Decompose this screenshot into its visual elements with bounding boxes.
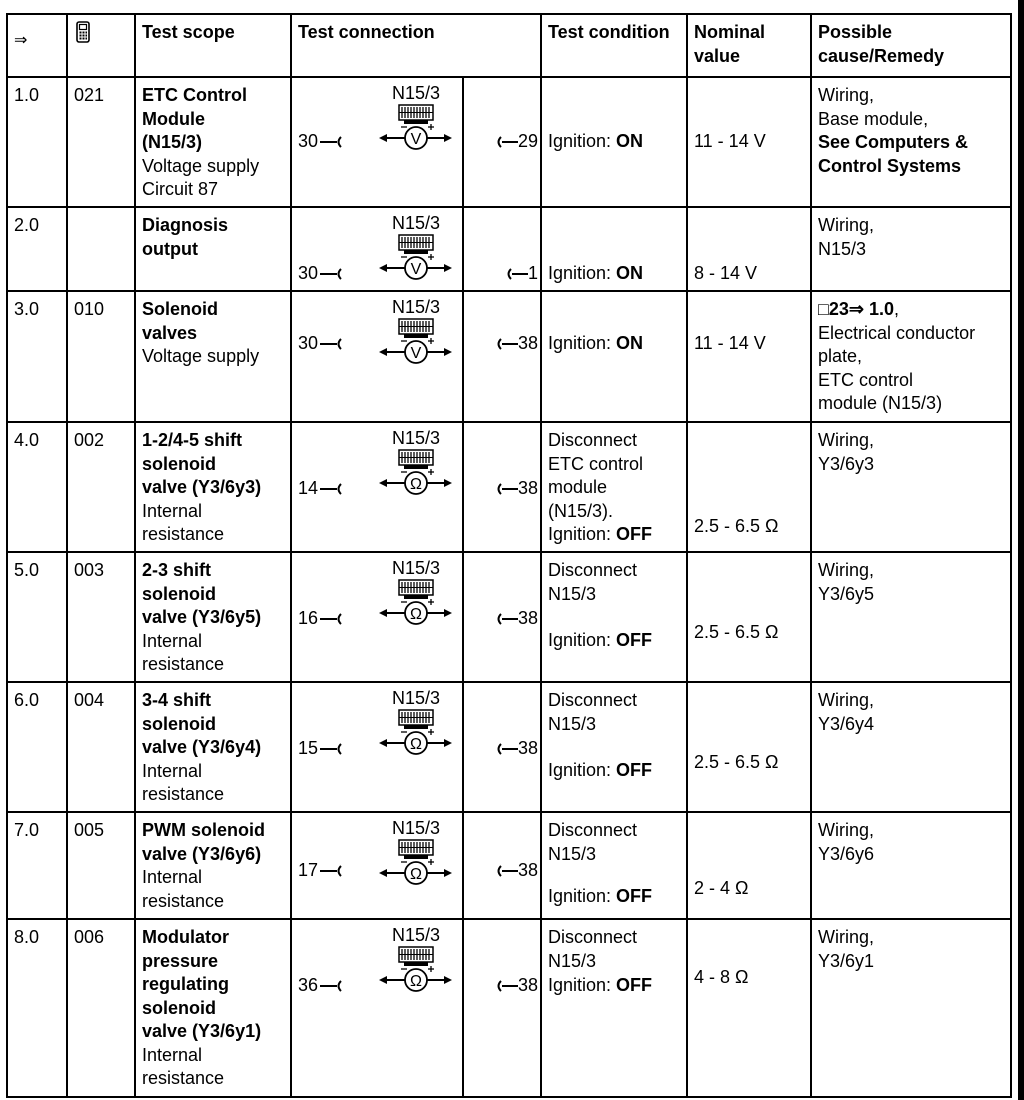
connector-plug-icon: [320, 337, 346, 351]
nominal-value-cell: [687, 682, 811, 812]
test-condition-header: Test condition: [541, 14, 687, 77]
remedy-line: Y3/6y5: [818, 583, 875, 604]
connector-plug-icon: [320, 267, 346, 281]
ignition-label: Ignition:: [548, 263, 617, 283]
connector-plug-icon: [492, 612, 518, 626]
pin-right-number: 38: [517, 608, 538, 628]
meter-module-label: N15/3: [391, 925, 441, 945]
remedy-line: Wiring,: [818, 85, 875, 105]
remedy-line: ETC control: [818, 369, 914, 390]
condition-line: Disconnect: [548, 820, 638, 840]
test-scope-cell: [135, 207, 291, 291]
scope-title-line: valve (Y3/6y6): [142, 843, 262, 864]
scope-detail-line: Voltage supply: [142, 155, 260, 176]
pin-right-number: 29: [517, 131, 538, 151]
ignition-state: OFF: [616, 630, 653, 650]
ignition-label: Ignition:: [548, 886, 617, 906]
ohmmeter-icon: [376, 839, 456, 887]
scope-title-line: 3-4 shift: [142, 690, 212, 710]
scope-title-line: valve (Y3/6y3): [142, 477, 262, 497]
pin-left-label: [298, 859, 346, 883]
remedy-reference-line: Control Systems: [818, 155, 962, 176]
nominal-value: 11 - 14 V: [694, 131, 766, 151]
possible-cause-cell: [811, 552, 1011, 682]
table-row: [7, 682, 1011, 812]
scope-detail-line: Internal: [142, 630, 203, 651]
test-scope-cell: [135, 812, 291, 919]
scope-detail-line: Internal: [142, 760, 203, 781]
test-condition-cell: [541, 207, 687, 291]
test-connection-cell: [291, 422, 541, 552]
hand-held-tester-icon: [74, 21, 128, 43]
connection-divider: [462, 683, 464, 811]
pin-left-number: 16: [298, 608, 319, 628]
step-number-cell: 2.0: [7, 207, 67, 291]
meter-module-label: N15/3: [391, 558, 441, 578]
nominal-value-cell: [687, 552, 811, 682]
test-scope-cell: [135, 291, 291, 422]
ignition-state: ON: [616, 333, 644, 353]
test-condition-cell: [541, 552, 687, 682]
possible-cause-cell: [811, 291, 1011, 422]
pin-left-label: [298, 332, 346, 356]
test-scope-cell: [135, 682, 291, 812]
pin-left-number: 30: [298, 263, 319, 283]
condition-line: N15/3: [548, 583, 597, 604]
remedy-line: plate,: [818, 346, 863, 366]
connector-plug-icon: [492, 135, 518, 149]
meter-diagram: [376, 924, 456, 994]
ohmmeter-icon: [376, 946, 456, 994]
pin-left-label: [298, 477, 346, 501]
svg-text:Ω: Ω: [410, 736, 422, 753]
meter-diagram: [376, 296, 456, 366]
connector-plug-icon: [320, 482, 346, 496]
pin-right-number: 38: [517, 333, 538, 353]
fault-code-cell: 010: [67, 291, 135, 422]
possible-cause-cell: [811, 207, 1011, 291]
ignition-condition: [548, 523, 652, 547]
connection-divider: [462, 920, 464, 1096]
condition-line: N15/3: [548, 713, 597, 734]
scope-title-line: valve (Y3/6y1): [142, 1021, 262, 1041]
meter-module-label: N15/3: [391, 818, 441, 838]
meter-diagram: [376, 557, 456, 627]
step-number-cell: 6.0: [7, 682, 67, 812]
connection-divider: [462, 423, 464, 551]
pin-right-number: 38: [517, 860, 538, 880]
scope-title-line: solenoid: [142, 583, 217, 604]
table-header-row: [7, 14, 1011, 77]
svg-text:V: V: [410, 131, 422, 148]
ignition-label: Ignition:: [548, 333, 617, 353]
possible-cause-header: Possible cause/Remedy: [811, 14, 1011, 77]
ignition-condition: [548, 885, 652, 909]
connector-plug-icon: [320, 979, 346, 993]
reference-target[interactable]: □23⇒ 1.0: [818, 299, 894, 319]
nominal-value: 2.5 - 6.5 Ω: [694, 752, 779, 772]
voltmeter-icon: [376, 318, 456, 366]
test-connection-cell: [291, 919, 541, 1097]
remedy-line: N15/3: [818, 238, 867, 259]
possible-cause-cell: [811, 919, 1011, 1097]
scope-detail-line: Internal: [142, 500, 203, 521]
possible-cause-cell: [811, 77, 1011, 207]
pin-right-label: [490, 477, 538, 501]
ignition-state: OFF: [616, 975, 653, 995]
ignition-condition: [548, 759, 652, 783]
connector-plug-icon: [502, 267, 528, 281]
connector-plug-icon: [492, 742, 518, 756]
test-connection-header: Test connection: [291, 14, 541, 77]
pin-right-number: 38: [517, 478, 538, 498]
condition-line: N15/3: [548, 843, 597, 864]
step-number-cell: 1.0: [7, 77, 67, 207]
step-number-cell: 5.0: [7, 552, 67, 682]
scope-title-line: Solenoid: [142, 299, 218, 319]
connector-plug-icon: [320, 864, 346, 878]
scope-detail-line: resistance: [142, 784, 225, 804]
pin-right-label: [490, 859, 538, 883]
svg-text:Ω: Ω: [410, 973, 422, 990]
nominal-value: 2.5 - 6.5 Ω: [694, 622, 779, 642]
pin-right-label: [490, 130, 538, 154]
svg-text:Ω: Ω: [410, 476, 422, 493]
cross-reference-link[interactable]: [818, 298, 1004, 322]
test-condition-cell: [541, 291, 687, 422]
pin-left-number: 30: [298, 333, 319, 353]
pin-right-label: [500, 262, 538, 286]
pin-left-number: 14: [298, 478, 319, 498]
fault-code-cell: 005: [67, 812, 135, 919]
table-row: [7, 207, 1011, 291]
connector-plug-icon: [320, 135, 346, 149]
ohmmeter-icon: [376, 449, 456, 497]
remedy-line: Wiring,: [818, 927, 875, 947]
step-number-cell: 3.0: [7, 291, 67, 422]
voltmeter-icon: [376, 234, 456, 282]
ignition-label: Ignition:: [548, 630, 617, 650]
scope-title-line: solenoid: [142, 713, 217, 734]
pin-right-label: [490, 607, 538, 631]
scope-title-line: valves: [142, 322, 198, 343]
remedy-line: Wiring,: [818, 430, 875, 450]
pin-left-label: [298, 974, 346, 998]
connection-divider: [462, 208, 464, 290]
fault-code-cell: 002: [67, 422, 135, 552]
test-condition-cell: [541, 919, 687, 1097]
table-row: [7, 291, 1011, 422]
ignition-label: Ignition:: [548, 975, 617, 995]
remedy-line: Wiring,: [818, 820, 875, 840]
scope-title-line: 1-2/4-5 shift: [142, 430, 243, 450]
svg-text:V: V: [410, 345, 422, 362]
remedy-reference-line: See Computers &: [818, 132, 969, 152]
test-scope-header: Test scope: [135, 14, 291, 77]
ignition-label: Ignition:: [548, 760, 617, 780]
pin-left-number: 36: [298, 975, 319, 995]
svg-text:Ω: Ω: [410, 606, 422, 623]
step-number-cell: 8.0: [7, 919, 67, 1097]
meter-diagram: [376, 212, 456, 282]
connector-plug-icon: [492, 864, 518, 878]
nominal-value-cell: [687, 812, 811, 919]
condition-line: Disconnect: [548, 690, 638, 710]
test-connection-cell: [291, 291, 541, 422]
possible-cause-cell: [811, 682, 1011, 812]
condition-line: Disconnect: [548, 927, 638, 947]
remedy-line: Y3/6y3: [818, 453, 875, 474]
meter-module-label: N15/3: [391, 83, 441, 103]
remedy-line: Wiring,: [818, 215, 875, 235]
pin-left-label: [298, 262, 346, 286]
scope-detail-line: Internal: [142, 1044, 203, 1065]
test-condition-cell: [541, 77, 687, 207]
tester-column-header: [67, 14, 135, 77]
scope-title-line: PWM solenoid: [142, 820, 265, 840]
test-condition-cell: [541, 812, 687, 919]
remedy-line: Electrical conductor: [818, 322, 976, 343]
nominal-value: 2 - 4 Ω: [694, 878, 749, 898]
remedy-line: Y3/6y1: [818, 950, 875, 971]
table-row: [7, 812, 1011, 919]
scope-detail-line: resistance: [142, 890, 225, 911]
pin-left-number: 17: [298, 860, 319, 880]
nominal-value-cell: [687, 919, 811, 1097]
test-scope-cell: [135, 919, 291, 1097]
nominal-value-cell: [687, 291, 811, 422]
scope-detail-line: resistance: [142, 654, 225, 674]
scope-detail-line: Circuit 87: [142, 179, 219, 199]
ignition-label: Ignition:: [548, 524, 617, 544]
scan-edge-bar: [1018, 0, 1024, 1100]
ignition-state: ON: [616, 131, 644, 151]
svg-text:Ω: Ω: [410, 866, 422, 883]
connection-divider: [462, 553, 464, 681]
nominal-value: 2.5 - 6.5 Ω: [694, 516, 779, 536]
remedy-line: Wiring,: [818, 690, 875, 710]
ignition-condition: [548, 262, 643, 286]
test-scope-cell: [135, 422, 291, 552]
nominal-value: 4 - 8 Ω: [694, 967, 749, 987]
pin-left-number: 15: [298, 738, 319, 758]
meter-diagram: [376, 817, 456, 887]
test-connection-cell: [291, 812, 541, 919]
ignition-state: OFF: [616, 886, 653, 906]
meter-module-label: N15/3: [391, 213, 441, 233]
table-row: [7, 552, 1011, 682]
nominal-value-cell: [687, 207, 811, 291]
test-connection-cell: [291, 77, 541, 207]
scope-title-line: Modulator: [142, 927, 229, 947]
pin-left-number: 30: [298, 131, 319, 151]
fault-code-cell: 006: [67, 919, 135, 1097]
connector-plug-icon: [320, 742, 346, 756]
reference-tail: ,: [894, 299, 900, 319]
condition-line: module: [548, 477, 608, 497]
pin-right-number: 38: [517, 975, 538, 995]
test-connection-cell: [291, 207, 541, 291]
scope-title-line: valve (Y3/6y4): [142, 737, 262, 757]
connection-divider: [462, 292, 464, 421]
remedy-line: Y3/6y4: [818, 713, 875, 734]
nominal-value-cell: [687, 422, 811, 552]
condition-line: Disconnect: [548, 430, 638, 450]
scope-detail-line: Voltage supply: [142, 346, 260, 366]
scope-detail-line: Internal: [142, 867, 203, 887]
meter-diagram: [376, 82, 456, 152]
connector-plug-icon: [492, 482, 518, 496]
scope-title-line: solenoid: [142, 453, 217, 474]
test-condition-cell: [541, 682, 687, 812]
remedy-line: Y3/6y6: [818, 843, 875, 864]
nominal-value-cell: [687, 77, 811, 207]
connection-divider: [462, 78, 464, 206]
remedy-line: Wiring,: [818, 560, 875, 580]
svg-text:V: V: [410, 261, 422, 278]
scope-title-line: valve (Y3/6y5): [142, 607, 262, 627]
scope-detail-line: resistance: [142, 524, 225, 544]
scope-title-line: output: [142, 238, 198, 259]
ignition-condition: [548, 629, 652, 653]
scope-title-line: 2-3 shift: [142, 560, 212, 580]
meter-module-label: N15/3: [391, 297, 441, 317]
pin-right-label: [490, 737, 538, 761]
pin-right-label: [490, 974, 538, 998]
pin-left-label: [298, 737, 346, 761]
remedy-line: module (N15/3): [818, 393, 943, 413]
condition-line: Disconnect: [548, 560, 638, 580]
diagnosis-table: [6, 13, 1012, 1098]
table-row: [7, 422, 1011, 552]
ignition-state: ON: [616, 263, 644, 283]
scope-title-line: regulating: [142, 974, 230, 994]
voltmeter-icon: [376, 104, 456, 152]
test-condition-cell: [541, 422, 687, 552]
test-connection-cell: [291, 682, 541, 812]
connector-plug-icon: [492, 337, 518, 351]
fault-code-cell: 004: [67, 682, 135, 812]
scope-title-line: pressure: [142, 950, 219, 971]
nominal-value: 8 - 14 V: [694, 263, 758, 283]
meter-module-label: N15/3: [391, 428, 441, 448]
ohmmeter-icon: [376, 579, 456, 627]
meter-diagram: [376, 687, 456, 757]
step-number-cell: 4.0: [7, 422, 67, 552]
scope-title-line: Diagnosis: [142, 215, 229, 235]
pin-left-label: [298, 607, 346, 631]
table-row: [7, 919, 1011, 1097]
scope-title-line: Module: [142, 108, 205, 129]
scope-title-line: ETC Control: [142, 85, 247, 105]
ignition-state: OFF: [616, 760, 653, 780]
fault-code-cell: [67, 207, 135, 291]
nominal-value: 11 - 14 V: [694, 333, 766, 353]
scope-title-line: (N15/3): [142, 132, 203, 152]
test-scope-cell: [135, 77, 291, 207]
meter-diagram: [376, 427, 456, 497]
pin-left-label: [298, 130, 346, 154]
pin-right-label: [490, 332, 538, 356]
meter-module-label: N15/3: [391, 688, 441, 708]
fault-code-cell: 003: [67, 552, 135, 682]
fault-code-cell: 021: [67, 77, 135, 207]
test-scope-cell: [135, 552, 291, 682]
connector-plug-icon: [320, 612, 346, 626]
ignition-state: OFF: [616, 524, 653, 544]
scope-detail-line: resistance: [142, 1068, 225, 1088]
connection-divider: [462, 813, 464, 918]
step-number-cell: 7.0: [7, 812, 67, 919]
pin-right-number: 38: [517, 738, 538, 758]
scope-title-line: solenoid: [142, 997, 217, 1018]
nominal-value-header: Nominal value: [687, 14, 811, 77]
connector-plug-icon: [492, 979, 518, 993]
ignition-condition: [548, 130, 643, 154]
ignition-condition: [548, 332, 643, 356]
condition-line: ETC control: [548, 453, 644, 474]
ohmmeter-icon: [376, 709, 456, 757]
condition-line: N15/3: [548, 950, 597, 971]
step-column-header: ⇒: [7, 14, 67, 77]
possible-cause-cell: [811, 812, 1011, 919]
test-connection-cell: [291, 552, 541, 682]
ignition-label: Ignition:: [548, 131, 617, 151]
condition-line: (N15/3).: [548, 500, 614, 521]
table-row: [7, 77, 1011, 207]
ignition-condition: [548, 974, 652, 998]
pin-right-number: 1: [527, 263, 538, 283]
remedy-line: Base module,: [818, 108, 929, 129]
possible-cause-cell: [811, 422, 1011, 552]
